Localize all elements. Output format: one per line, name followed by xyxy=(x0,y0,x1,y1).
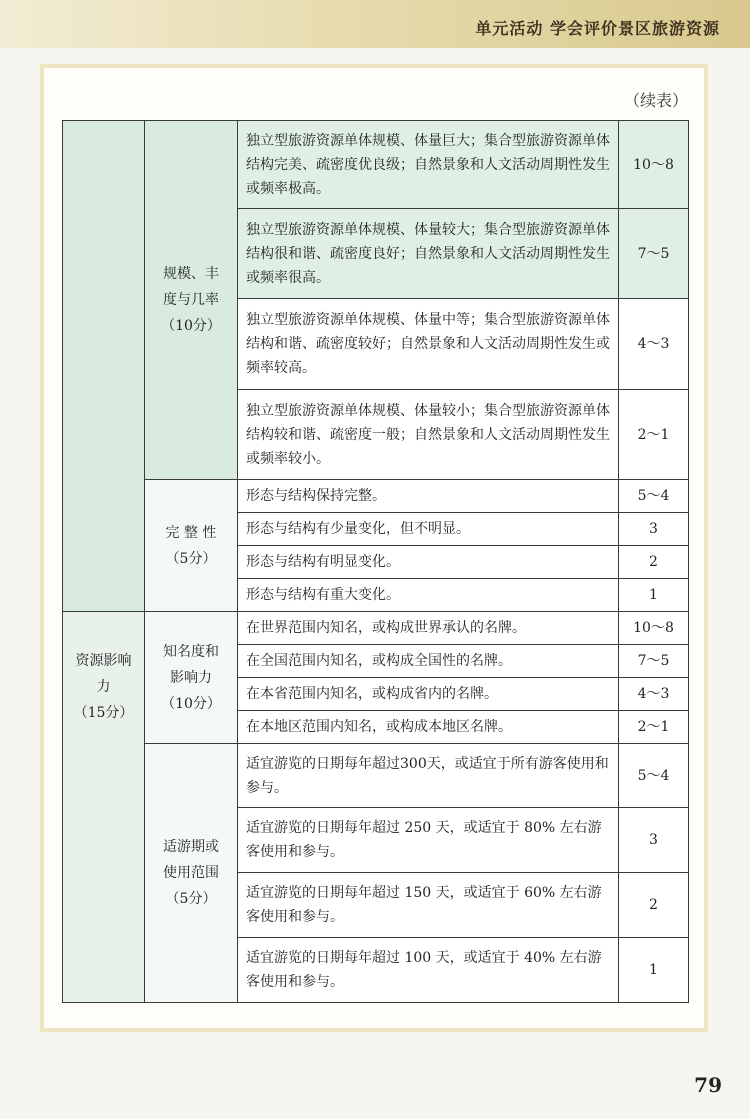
subcategory-label: 知名度和 xyxy=(162,643,219,660)
table-row xyxy=(63,612,689,645)
score-cell: 3 xyxy=(619,808,689,873)
continued-label: （续表） xyxy=(623,91,688,110)
score-cell: 10～8 xyxy=(619,121,689,209)
table-row xyxy=(63,480,689,513)
page-number: 79 xyxy=(694,1073,722,1097)
criterion-cell: 独立型旅游资源单体规模、体量中等；集合型旅游资源单体结构和谐、疏密度较好；自然景象和人文活动周期性发生或频率较高。 xyxy=(238,299,619,390)
score-cell: 5～4 xyxy=(619,744,689,808)
category-label: 力 xyxy=(96,679,111,695)
criterion-cell: 适宜游览的日期每年超过 100 天，或适宜于 40% 左右游客使用和参与。 xyxy=(238,938,619,1003)
criterion-cell: 在本地区范围内知名，或构成本地区名牌。 xyxy=(238,711,619,744)
criterion-cell: 形态与结构有明显变化。 xyxy=(238,546,619,579)
criterion-cell: 独立型旅游资源单体规模、体量巨大；集合型旅游资源单体结构完美、疏密度优良级；自然景象和人文活动周期性发生或频率极高。 xyxy=(238,121,619,209)
header-band xyxy=(0,0,750,48)
subcategory-cell xyxy=(145,612,238,744)
subcategory-points: （10分） xyxy=(161,318,221,334)
criterion-cell: 适宜游览的日期每年超过 250 天，或适宜于 80% 左右游客使用和参与。 xyxy=(238,808,619,873)
score-cell: 10～8 xyxy=(619,612,689,645)
score-cell: 2 xyxy=(619,873,689,938)
criterion-cell: 形态与结构有少量变化，但不明显。 xyxy=(238,513,619,546)
score-cell: 7～5 xyxy=(619,645,689,678)
subcategory-label: 度与几率 xyxy=(162,292,219,308)
criterion-cell: 在全国范围内知名，或构成全国性的名牌。 xyxy=(238,645,619,678)
score-cell: 4～3 xyxy=(619,299,689,390)
table-row xyxy=(63,744,689,808)
table-row xyxy=(63,121,689,209)
score-cell: 2 xyxy=(619,546,689,579)
subcategory-cell xyxy=(145,480,238,612)
criterion-cell: 适宜游览的日期每年超过300天，或适宜于所有游客使用和参与。 xyxy=(238,744,619,808)
subcategory-label: 适游期或 xyxy=(163,839,219,855)
score-cell: 5～4 xyxy=(619,480,689,513)
criterion-cell: 形态与结构保持完整。 xyxy=(238,480,619,513)
subcategory-cell xyxy=(145,121,238,480)
score-cell: 2～1 xyxy=(619,711,689,744)
criterion-cell: 在本省范围内知名，或构成省内的名牌。 xyxy=(238,678,619,711)
subcategory-cell xyxy=(145,744,238,1003)
criterion-cell: 适宜游览的日期每年超过 150 天，或适宜于 60% 左右游客使用和参与。 xyxy=(238,873,619,938)
criterion-cell: 形态与结构有重大变化。 xyxy=(238,579,619,612)
subcategory-points: （5分） xyxy=(165,550,217,567)
unit-title: 单元活动 学会评价景区旅游资源 xyxy=(475,19,720,38)
score-cell: 3 xyxy=(619,513,689,546)
criterion-cell: 独立型旅游资源单体规模、体量较小；集合型旅游资源单体结构较和谐、疏密度一般；自然景象和人文活动周期性发生或频率较小。 xyxy=(238,390,619,480)
subcategory-label: 使用范围 xyxy=(163,865,219,881)
category-cell xyxy=(63,612,145,1003)
category-cell xyxy=(63,121,145,612)
subcategory-label: 完 整 性 xyxy=(165,524,217,541)
score-cell: 7～5 xyxy=(619,209,689,299)
score-cell: 1 xyxy=(619,579,689,612)
subcategory-label: 规模、丰 xyxy=(162,266,219,282)
category-points: （15分） xyxy=(73,705,134,721)
score-cell: 4～3 xyxy=(619,678,689,711)
criterion-cell: 独立型旅游资源单体规模、体量较大；集合型旅游资源单体结构很和谐、疏密度良好；自然景象和人文活动周期性发生或频率很高。 xyxy=(238,209,619,299)
category-label: 资源影响 xyxy=(75,653,132,669)
criterion-cell: 在世界范围内知名，或构成世界承认的名牌。 xyxy=(238,612,619,645)
subcategory-points: （10分） xyxy=(161,695,221,712)
evaluation-table xyxy=(62,120,689,1003)
subcategory-points: （5分） xyxy=(165,891,217,907)
subcategory-label: 影响力 xyxy=(169,669,212,686)
score-cell: 1 xyxy=(619,938,689,1003)
score-cell: 2～1 xyxy=(619,390,689,480)
